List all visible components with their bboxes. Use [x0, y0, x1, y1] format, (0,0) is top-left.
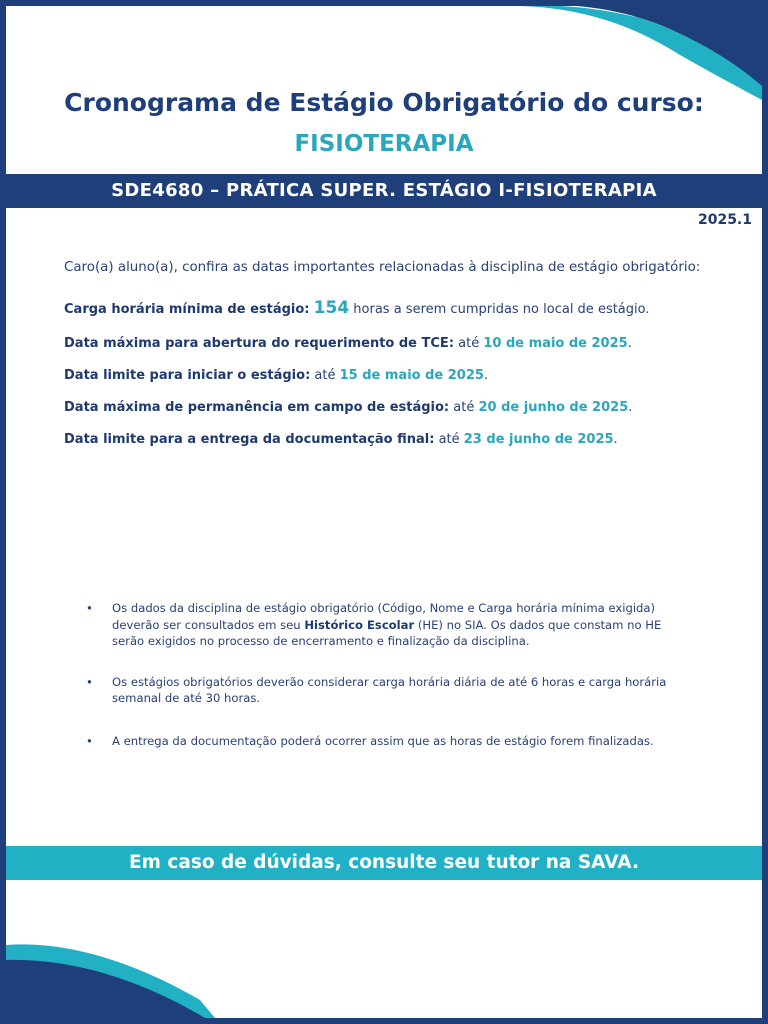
date-prefix: até — [458, 336, 480, 351]
note-item: • Os estágios obrigatórios deverão considerar carga horária diária de até 6 horas e carga horária semanal de até 30 horas. — [86, 674, 676, 707]
date-label: Data limite para iniciar o estágio: — [64, 368, 311, 383]
date-line-documentation: Data limite para a entrega da documentação final: até 23 de junho de 2025. — [64, 432, 618, 447]
notes-list — [86, 600, 676, 749]
note-item: • A entrega da documentação poderá ocorrer assim que as horas de estágio forem finalizadas. — [86, 733, 676, 750]
discipline-banner: SDE4680 – PRÁTICA SUPER. ESTÁGIO I-FISIOTERAPIA — [0, 174, 768, 208]
date-value: 15 de maio de 2025 — [339, 368, 484, 383]
workload-hours: 154 — [313, 298, 350, 318]
date-prefix: até — [438, 432, 460, 447]
date-line-start: Data limite para iniciar o estágio: até 15 de maio de 2025. — [64, 368, 489, 383]
date-label: Data limite para a entrega da documentação final: — [64, 432, 435, 447]
note-item: • Os dados da disciplina de estágio obrigatório (Código, Nome e Carga horária mínima exigida) deverão ser consultados em seu Histórico Escolar (HE) no SIA. Os dados que constam no HE serão exigidos no processo de encerramento e finalização da disciplina. — [86, 600, 676, 650]
historico-escolar-term: Histórico Escolar — [304, 617, 415, 632]
date-prefix: até — [453, 400, 475, 415]
workload-line — [64, 298, 754, 318]
help-banner: Em caso de dúvidas, consulte seu tutor na SAVA. — [6, 846, 762, 880]
intro-text: Caro(a) aluno(a), confira as datas importantes relacionadas à disciplina de estágio obrigatório: — [64, 260, 701, 275]
course-name: FISIOTERAPIA — [294, 131, 474, 157]
workload-label: Carga horária mínima de estágio: — [64, 302, 310, 317]
page-title: Cronograma de Estágio Obrigatório do curso: — [64, 88, 704, 117]
workload-suffix: horas a serem cumpridas no local de estágio. — [353, 302, 650, 317]
date-value: 20 de junho de 2025 — [478, 400, 629, 415]
date-prefix: até — [314, 368, 336, 383]
date-value: 10 de maio de 2025 — [483, 336, 628, 351]
date-value: 23 de junho de 2025 — [463, 432, 614, 447]
date-label: Data máxima de permanência em campo de estágio: — [64, 400, 450, 415]
date-line-permanence: Data máxima de permanência em campo de estágio: até 20 de junho de 2025. — [64, 400, 633, 415]
term-label: 2025.1 — [697, 212, 752, 228]
date-line-tce: Data máxima para abertura do requerimento de TCE: até 10 de maio de 2025. — [64, 336, 632, 351]
date-label: Data máxima para abertura do requerimento de TCE: — [64, 336, 455, 351]
